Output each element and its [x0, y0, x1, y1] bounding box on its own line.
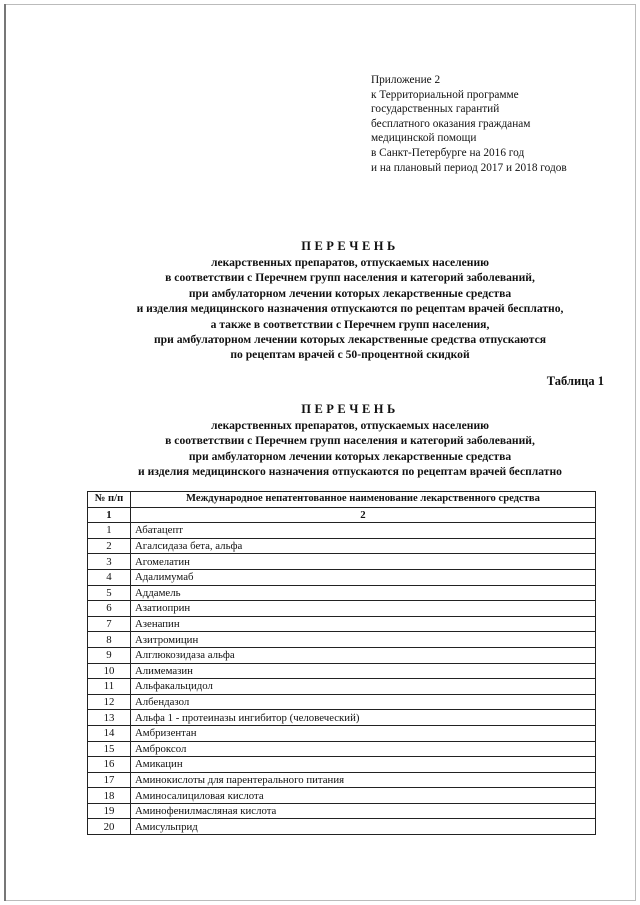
- table-row: [88, 679, 596, 695]
- drug-name: Агомелатин: [131, 554, 596, 570]
- appendix-note: [371, 73, 631, 175]
- table-heading-line: при амбулаторном лечении которых лекарственные средства: [188, 449, 512, 463]
- row-number: 9: [88, 647, 131, 663]
- drug-name: Амбризентан: [131, 725, 596, 741]
- drug-name: Аддамель: [131, 585, 596, 601]
- column-index-2: 2: [131, 507, 596, 523]
- table-row: [88, 632, 596, 648]
- row-number: 15: [88, 741, 131, 757]
- appendix-line: и на плановый период 2017 и 2018 годов: [371, 161, 567, 174]
- table-row: [88, 601, 596, 617]
- appendix-line: в Санкт-Петербурге на 2016 год: [371, 146, 525, 159]
- row-number: 3: [88, 554, 131, 570]
- table-row: [88, 538, 596, 554]
- row-number: 14: [88, 725, 131, 741]
- table-row: [88, 647, 596, 663]
- row-number: 5: [88, 585, 131, 601]
- row-number: 16: [88, 757, 131, 773]
- column-index-row: [88, 507, 596, 523]
- drug-name: Алимемазин: [131, 663, 596, 679]
- row-number: 2: [88, 538, 131, 554]
- row-number: 18: [88, 788, 131, 804]
- row-number: 10: [88, 663, 131, 679]
- table-row: [88, 803, 596, 819]
- drug-name: Абатацепт: [131, 523, 596, 539]
- table-heading-line: в соответствии с Перечнем групп населения и категорий заболеваний,: [165, 434, 535, 448]
- row-number: 17: [88, 772, 131, 788]
- drug-name: Амикацин: [131, 757, 596, 773]
- row-number: 4: [88, 569, 131, 585]
- drug-name: Амброксол: [131, 741, 596, 757]
- drug-name: Азитромицин: [131, 632, 596, 648]
- table-heading-line: и изделия медицинского назначения отпускаются по рецептам врачей бесплатно: [138, 465, 562, 479]
- main-heading-line: а также в соответствии с Перечнем групп населения,: [210, 317, 490, 331]
- main-heading: [90, 237, 610, 363]
- row-number: 11: [88, 679, 131, 695]
- table-row: [88, 523, 596, 539]
- appendix-line: бесплатного оказания гражданам: [371, 117, 531, 130]
- drug-name: Аминофенилмасляная кислота: [131, 803, 596, 819]
- drug-name: Азатиоприн: [131, 601, 596, 617]
- page-left-edge: [4, 4, 6, 901]
- drug-name: Агалсидаза бета, альфа: [131, 538, 596, 554]
- table-number-label: Таблица 1: [546, 374, 604, 388]
- table-row: [88, 710, 596, 726]
- main-heading-line: в соответствии с Перечнем групп населения и категорий заболеваний,: [165, 271, 535, 285]
- main-heading-line: лекарственных препаратов, отпускаемых населению: [210, 256, 490, 269]
- table-row: [88, 694, 596, 710]
- row-number: 12: [88, 694, 131, 710]
- table-row: [88, 772, 596, 788]
- appendix-line: Приложение 2: [371, 74, 441, 86]
- main-heading-line: при амбулаторном лечении которых лекарственные средства отпускаются: [153, 333, 546, 347]
- row-number: 7: [88, 616, 131, 632]
- drug-name: Азенапин: [131, 616, 596, 632]
- row-number: 6: [88, 601, 131, 617]
- table-heading: [90, 400, 610, 480]
- appendix-line: медицинской помощи: [371, 132, 477, 145]
- column-header-number: № п/п: [88, 492, 131, 508]
- table-row: [88, 569, 596, 585]
- column-header-name: Международное непатентованное наименование лекарственного средства: [131, 492, 596, 508]
- table-row: [88, 741, 596, 757]
- drug-name: Аминокислоты для парентерального питания: [131, 772, 596, 788]
- column-index-1: 1: [88, 507, 131, 523]
- row-number: 13: [88, 710, 131, 726]
- main-heading-line: и изделия медицинского назначения отпускаются по рецептам врачей бесплатно,: [136, 302, 564, 316]
- drug-list-table: [87, 491, 596, 835]
- drug-name: Албендазол: [131, 694, 596, 710]
- drug-name: Амисульприд: [131, 819, 596, 835]
- drug-name: Альфакальцидол: [131, 679, 596, 695]
- table-row: [88, 616, 596, 632]
- table-heading-title: ПЕРЕЧЕНЬ: [301, 402, 399, 416]
- table-row: [88, 819, 596, 835]
- drug-name: Альфа 1 - протеиназы ингибитор (человеческий): [131, 710, 596, 726]
- row-number: 20: [88, 819, 131, 835]
- drug-name: Аминосалициловая кислота: [131, 788, 596, 804]
- appendix-line: к Территориальной программе: [371, 88, 519, 101]
- appendix-line: государственных гарантий: [371, 103, 500, 116]
- drug-name: Адалимумаб: [131, 569, 596, 585]
- table-heading-line: лекарственных препаратов, отпускаемых населению: [210, 419, 490, 432]
- drug-name: Алглюкозидаза альфа: [131, 647, 596, 663]
- row-number: 1: [88, 523, 131, 539]
- table-row: [88, 788, 596, 804]
- table-header-row: [88, 492, 596, 508]
- table-row: [88, 725, 596, 741]
- table-row: [88, 554, 596, 570]
- row-number: 19: [88, 803, 131, 819]
- table-row: [88, 663, 596, 679]
- table-row: [88, 757, 596, 773]
- row-number: 8: [88, 632, 131, 648]
- main-heading-line: при амбулаторном лечении которых лекарственные средства: [188, 286, 512, 300]
- table-row: [88, 585, 596, 601]
- main-heading-title: ПЕРЕЧЕНЬ: [301, 239, 399, 253]
- main-heading-line: по рецептам врачей с 50-процентной скидкой: [230, 348, 470, 362]
